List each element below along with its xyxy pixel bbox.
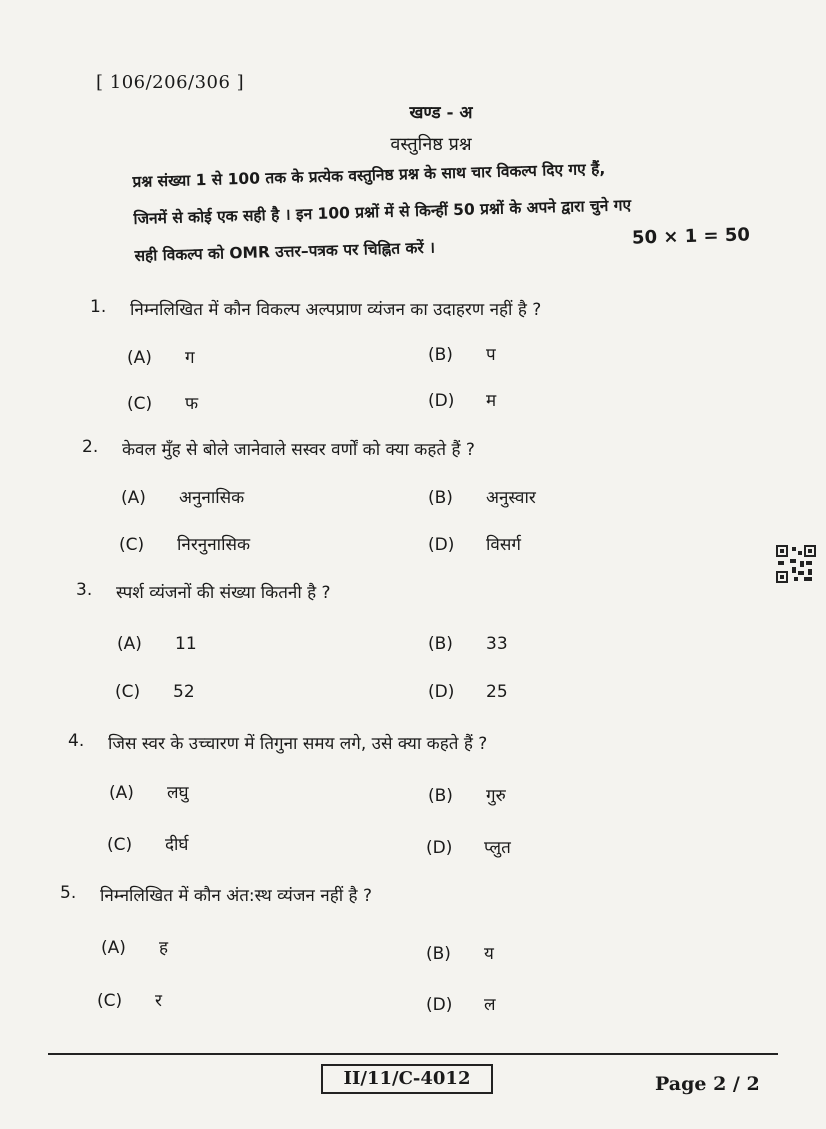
option-a (101, 935, 168, 958)
option-letter: (B) (428, 488, 453, 508)
option-c (127, 391, 198, 414)
option-text: 11 (175, 634, 197, 654)
option-a (117, 634, 197, 654)
question-number: 1. (90, 297, 107, 317)
option-text: अनुस्वार (486, 488, 536, 508)
question-number: 2. (82, 437, 99, 457)
option-c (107, 832, 188, 855)
option-text: र (155, 991, 162, 1011)
question-number: 3. (76, 580, 93, 600)
instruction-line: जिनमें से कोई एक सही है । इन 100 प्रश्नों में से किन्हीं 50 प्रश्नों के अपने द्वारा चुने गए (133, 196, 632, 228)
option-letter: (A) (121, 488, 146, 508)
footer-divider (48, 1053, 778, 1055)
option-text: निरनुनासिक (177, 535, 251, 555)
option-letter: (B) (428, 786, 453, 806)
footer-code: II/11/C-4012 (321, 1064, 493, 1094)
option-c (119, 532, 250, 555)
instructions (132, 146, 763, 274)
option-b (426, 941, 494, 964)
option-text: प्लुत (484, 838, 511, 858)
option-letter: (C) (115, 682, 141, 702)
option-letter: (A) (127, 348, 152, 368)
option-b (428, 342, 496, 365)
option-c (97, 988, 162, 1011)
option-letter: (D) (428, 391, 455, 411)
option-d (428, 682, 508, 702)
option-letter: (A) (101, 938, 126, 958)
option-letter: (D) (428, 682, 455, 702)
option-text: ग (185, 348, 195, 368)
paper-code: [ 106/206/306 ] (96, 72, 245, 93)
option-text: म (486, 391, 497, 411)
question-number: 5. (60, 883, 77, 903)
option-letter: (B) (428, 634, 453, 654)
option-text: य (484, 944, 494, 964)
option-text: दीर्घ (165, 835, 189, 855)
marks-allocation: 50 × 1 = 50 (631, 224, 751, 249)
option-d (428, 388, 496, 411)
option-a (109, 780, 189, 803)
option-letter: (D) (426, 838, 453, 858)
page-number: Page 2 / 2 (655, 1073, 760, 1095)
question-number: 4. (68, 731, 85, 751)
option-letter: (C) (97, 991, 123, 1011)
option-text: प (486, 345, 496, 365)
option-text: फ (185, 394, 199, 414)
option-text: विसर्ग (486, 535, 521, 555)
question-text: स्पर्श व्यंजनों की संख्या कितनी है ? (116, 583, 331, 603)
question-text: निम्नलिखित में कौन विकल्प अल्पप्राण व्यंजन का उदाहरण नहीं है ? (130, 300, 542, 320)
section-subtitle: वस्तुनिष्ठ प्रश्न (390, 134, 472, 155)
section-title: खण्ड - अ (409, 103, 473, 123)
option-text: लघु (167, 783, 189, 803)
option-letter: (C) (119, 535, 145, 555)
option-d (426, 992, 496, 1015)
option-text: ह (159, 938, 169, 958)
question-text: निम्नलिखित में कौन अंत:स्थ व्यंजन नहीं है ? (100, 886, 372, 906)
option-letter: (B) (426, 944, 451, 964)
option-letter: (A) (109, 783, 134, 803)
option-a (121, 485, 244, 508)
question-text: जिस स्वर के उच्चारण में तिगुना समय लगे, उसे क्या कहते हैं ? (108, 734, 488, 754)
option-letter: (B) (428, 345, 453, 365)
option-text: 25 (486, 682, 508, 702)
option-d (428, 532, 521, 555)
option-c (115, 682, 195, 702)
option-text: 52 (173, 682, 195, 702)
option-text: ल (484, 995, 496, 1015)
option-letter: (D) (428, 535, 455, 555)
option-text: 33 (486, 634, 508, 654)
question-text: केवल मुँह से बोले जानेवाले सस्वर वर्णों को क्या कहते हैं ? (122, 440, 475, 460)
option-letter: (C) (127, 394, 153, 414)
option-d (426, 835, 511, 858)
option-b (428, 783, 506, 806)
option-text: अनुनासिक (179, 488, 245, 508)
option-a (127, 345, 195, 368)
option-letter: (C) (107, 835, 133, 855)
option-letter: (A) (117, 634, 142, 654)
instruction-line: सही विकल्प को OMR उत्तर–पत्रक पर चिह्नित करें । (134, 238, 436, 265)
qr-code-icon (776, 545, 816, 583)
option-letter: (D) (426, 995, 453, 1015)
option-b (428, 485, 536, 508)
option-text: गुरु (486, 786, 506, 806)
instruction-line: प्रश्न संख्या 1 से 100 तक के प्रत्येक वस्तुनिष्ठ प्रश्न के साथ चार विकल्प दिए गए हैं, (132, 159, 606, 191)
option-b (428, 634, 508, 654)
